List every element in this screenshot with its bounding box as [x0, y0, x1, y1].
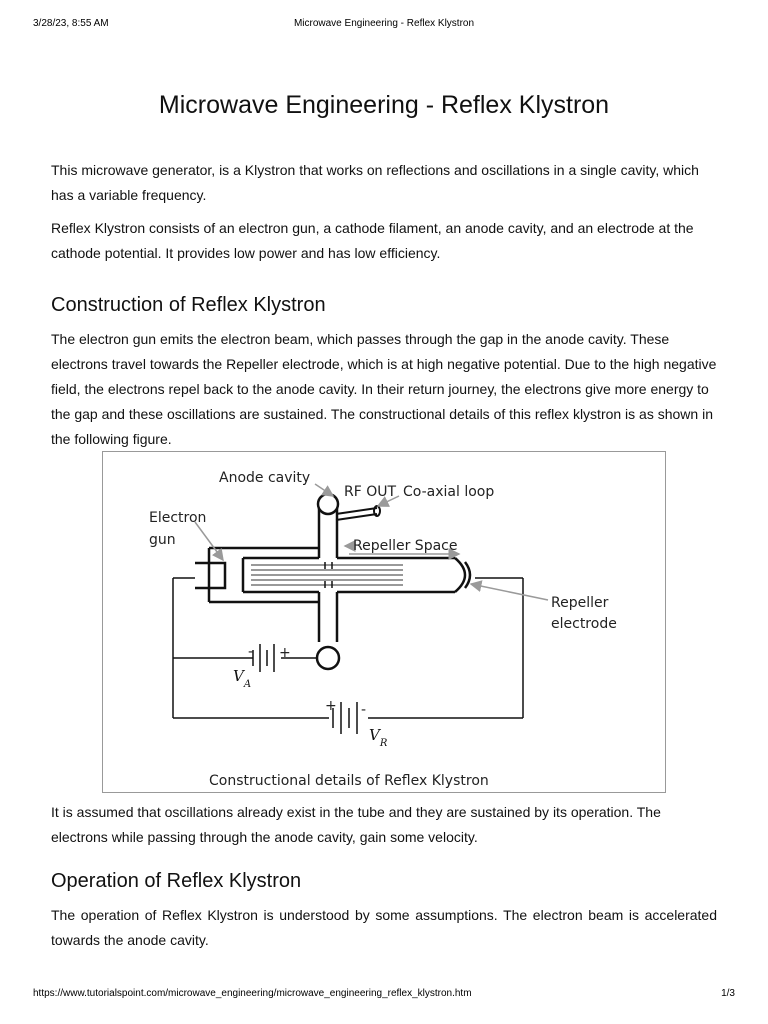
print-title: Microwave Engineering - Reflex Klystron [293, 18, 475, 29]
figure-caption: Constructional details of Reflex Klystron [209, 773, 489, 789]
label-plus-r: + [325, 698, 337, 714]
article-body-continued [51, 800, 717, 961]
label-minus-a: - [248, 644, 254, 660]
cavity-bottom-ring [317, 647, 339, 669]
operation-heading: Operation of Reflex Klystron [51, 870, 302, 892]
label-anode-cavity: Anode cavity [219, 470, 311, 486]
operation-paragraph: The operation of Reflex Klystron is understood by some assumptions. The electron beam is accelerated towards the anode cavity. [51, 907, 717, 948]
construction-heading: Construction of Reflex Klystron [51, 294, 326, 316]
construction-paragraph: The electron gun emits the electron beam, which passes through the gap in the anode cavity. These electrons travel towards the Repeller electrode, which is at high negative potential. Due to the high negative field, the electrons repel back to the anode cavity. In their return journey, the electrons give more energy to the gap and these oscillations are sustained. The constructional details of this reflex klystron is as shown in the following figure. [51, 331, 717, 447]
print-footer [33, 988, 735, 1002]
label-repeller: Repeller [551, 595, 609, 611]
page-number: 1/3 [721, 988, 735, 999]
label-vr: $V_R$ [369, 726, 388, 749]
label-electron: Electron [149, 510, 207, 526]
label-gun: gun [149, 532, 176, 548]
klystron-diagram [103, 452, 667, 794]
label-electrode: electrode [551, 616, 617, 632]
label-va: $V_A$ [233, 667, 252, 690]
label-plus-a: + [279, 645, 291, 661]
intro-paragraph-2: Reflex Klystron consists of an electron gun, a cathode filament, an anode cavity, and an electrode at the cathode potential. It provides low power and has low efficiency. [51, 220, 694, 261]
print-url: https://www.tutorialspoint.com/microwave_engineering/microwave_engineering_reflex_klystron.htm [33, 988, 472, 999]
label-rf-out: RF OUT [344, 484, 397, 500]
article-body [51, 88, 717, 460]
klystron-figure [102, 451, 666, 793]
page-title: Microwave Engineering - Reflex Klystron [158, 91, 610, 119]
label-repeller-space: Repeller Space [353, 538, 458, 554]
label-minus-r: - [361, 702, 367, 718]
label-coaxial-loop: Co-axial loop [403, 484, 495, 500]
electron-beam [251, 565, 403, 585]
print-date: 3/28/23, 8:55 AM [33, 18, 109, 29]
after-figure-paragraph: It is assumed that oscillations already exist in the tube and they are sustained by its operation. The electrons while passing through the anode cavity, gain some velocity. [51, 804, 661, 845]
print-header [33, 18, 735, 32]
cavity-top-ring [318, 494, 338, 514]
intro-paragraph-1: This microwave generator, is a Klystron that works on reflections and oscillations in a single cavity, which has a variable frequency. [51, 162, 699, 203]
coaxial-loop [336, 506, 380, 520]
